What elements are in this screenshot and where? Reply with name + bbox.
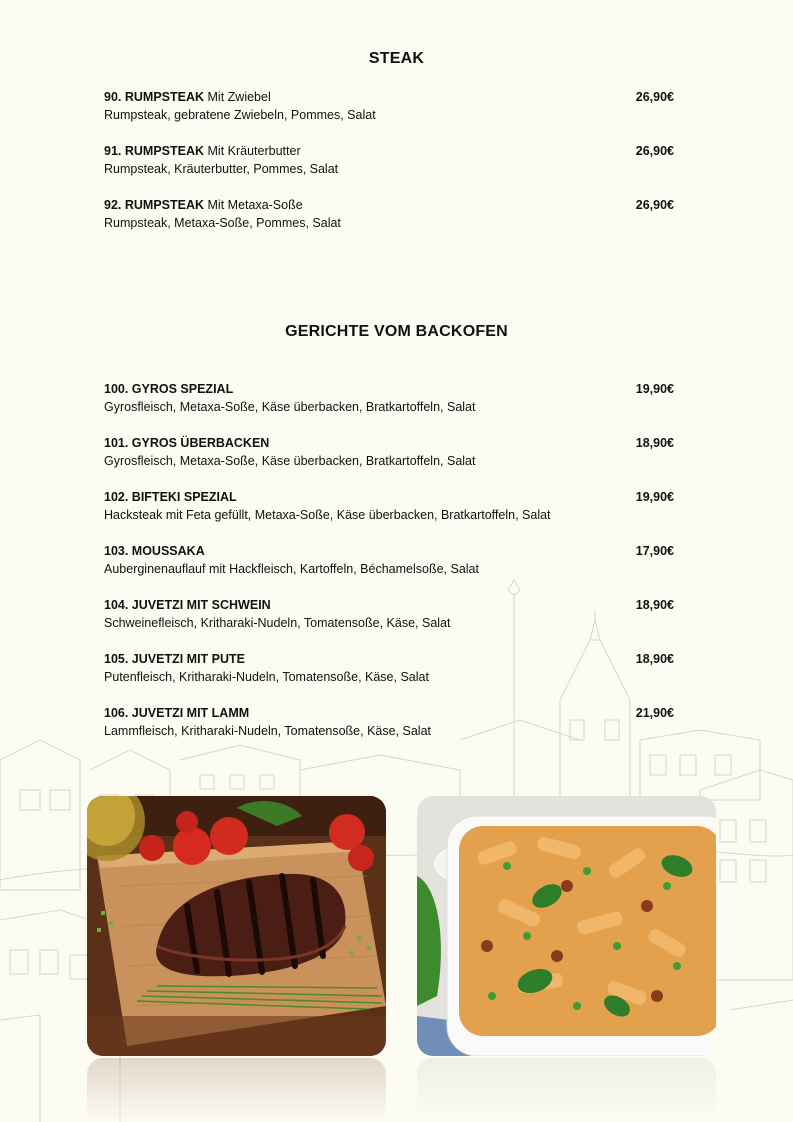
item-description: Putenfleisch, Kritharaki-Nudeln, Tomatensoße, Käse, Salat — [104, 670, 429, 684]
menu-item — [104, 542, 674, 578]
section-title-steak: STEAK — [368, 50, 425, 67]
item-price: 18,90€ — [635, 598, 674, 612]
item-price: 19,90€ — [635, 490, 674, 504]
item-price: 18,90€ — [635, 436, 674, 450]
item-description: Auberginenauflauf mit Hackfleisch, Kartoffeln, Béchamelsoße, Salat — [104, 562, 479, 576]
item-name: 106. JUVETZI MIT LAMM — [104, 706, 250, 720]
item-price: 26,90€ — [635, 144, 674, 158]
menu-item — [104, 488, 674, 524]
item-description: Rumpsteak, Kräuterbutter, Pommes, Salat — [104, 162, 339, 176]
menu-item — [104, 704, 674, 740]
item-name: 90. RUMPSTEAK — [104, 90, 205, 104]
pasta-photo — [417, 796, 716, 1056]
item-price: 17,90€ — [635, 544, 674, 558]
item-description: Rumpsteak, Metaxa-Soße, Pommes, Salat — [104, 216, 341, 230]
item-description: Hacksteak mit Feta gefüllt, Metaxa-Soße, Käse überbacken, Bratkartoffeln, Salat — [104, 508, 551, 522]
item-name: 103. MOUSSAKA — [104, 544, 205, 558]
item-name: 104. JUVETZI MIT SCHWEIN — [104, 598, 271, 612]
pasta-photo-reflection — [417, 1058, 716, 1122]
item-name: 105. JUVETZI MIT PUTE — [104, 652, 246, 666]
menu-item — [104, 596, 674, 632]
item-price: 26,90€ — [635, 198, 674, 212]
item-name: 91. RUMPSTEAK — [104, 144, 205, 158]
item-price: 21,90€ — [635, 706, 674, 720]
item-description: Lammfleisch, Kritharaki-Nudeln, Tomatensoße, Käse, Salat — [104, 724, 432, 738]
item-description: Schweinefleisch, Kritharaki-Nudeln, Tomatensoße, Käse, Salat — [104, 616, 451, 630]
item-price: 19,90€ — [635, 382, 674, 396]
item-description: Rumpsteak, gebratene Zwiebeln, Pommes, Salat — [104, 108, 376, 122]
item-name: 101. GYROS ÜBERBACKEN — [104, 436, 270, 450]
menu-item — [104, 650, 674, 686]
item-name: 92. RUMPSTEAK — [104, 198, 205, 212]
menu-item — [104, 88, 674, 124]
item-name: 102. BIFTEKI SPEZIAL — [104, 490, 237, 504]
item-description: Gyrosfleisch, Metaxa-Soße, Käse überbacken, Bratkartoffeln, Salat — [104, 454, 476, 468]
item-description: Gyrosfleisch, Metaxa-Soße, Käse überbacken, Bratkartoffeln, Salat — [104, 400, 476, 414]
menu-item — [104, 434, 674, 470]
section-title-backofen: GERICHTE VOM BACKOFEN — [285, 323, 508, 340]
menu-item — [104, 142, 674, 178]
menu-item — [104, 196, 674, 232]
item-price: 26,90€ — [635, 90, 674, 104]
steak-photo — [87, 796, 386, 1056]
menu-item — [104, 380, 674, 416]
item-variant: Mit Kräuterbutter — [207, 144, 301, 158]
item-price: 18,90€ — [635, 652, 674, 666]
steak-photo-reflection — [87, 1058, 386, 1122]
item-name: 100. GYROS SPEZIAL — [104, 382, 234, 396]
item-variant: Mit Zwiebel — [207, 90, 271, 104]
item-variant: Mit Metaxa-Soße — [207, 198, 303, 212]
